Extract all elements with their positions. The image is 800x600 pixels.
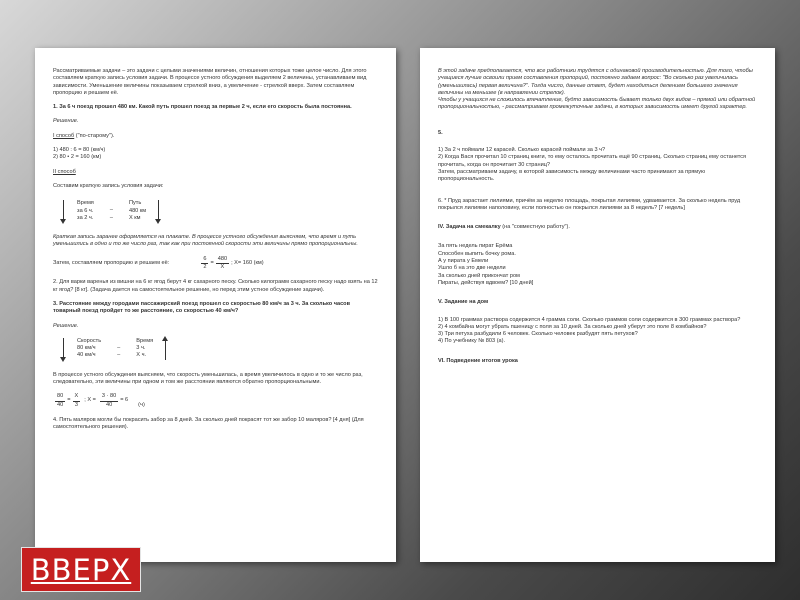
equals-sign: = (67, 397, 71, 404)
fraction-numerator: 3 · 80 (100, 393, 118, 401)
proportion-fraction-2 (216, 256, 229, 272)
section-5-label: 5. (438, 129, 443, 136)
brief-table-1 (59, 200, 378, 222)
table1-col3-header: Путь (128, 200, 142, 207)
solution-label: Решение. (53, 118, 79, 125)
table2-col2 (109, 338, 128, 360)
down-arrow-icon (59, 200, 69, 222)
table1-col3 (121, 200, 154, 222)
inverse-unit: (ч) (138, 401, 145, 408)
homework-list: 1) В 100 граммах раствора содержится 4 грамма соли. Сколько граммов соли содержится в 300 граммах раствора? 2) 4 комбайна могут убрать пшеницу с поля за 10 дней. За сколько дней уберут это поле 8 комбайнов? 3) Три петуха разбудили 6 человек. Сколько человек разбудят пять петухов? 4) По учебнику № 803 (а). (438, 316, 741, 345)
down-arrow-icon (59, 338, 69, 360)
inverse-fraction-1 (55, 393, 65, 409)
proportion-result: ; Х= 160 (км) (231, 259, 264, 266)
table2-col1-values: 80 км/ч 40 км/ч (77, 345, 96, 359)
fraction-denominator: 2 (203, 264, 207, 271)
up-button[interactable]: ВВЕРХ (21, 547, 141, 592)
inverse-result: = 6 (120, 397, 129, 404)
fraction-denominator: 3 (74, 401, 78, 408)
section-4-title: IV. Задача на смекалку (438, 224, 501, 231)
brief-note-label: Составим краткую запись условия задачи: (53, 182, 164, 189)
right-intro: В этой задаче предполагается, что все работники трудятся с одинаковой производительностью. Для того, чтобы учащиеся лучше освоили прием составления пропорций, постоянно задаем вопрос: "Во сколько раз увеличилась (уменьшилась) первая величина?". Тогда число, данные ответ, будет находиться делением большего значения величины на меньшее (в направлении стрелок). Чтобы у учащихся не сложилось впечатление, будто зависимость бывает только двух видов – прямой или обратной пропорциональностью, - рассматриваем промежуточные задачи, в которых зависимость имеет другой характер. (438, 68, 756, 111)
proportion-prefix: Затем, составляем пропорцию и решаем её: (53, 259, 170, 266)
table2-col3 (128, 338, 161, 360)
table2-col1-header: Скорость (77, 337, 102, 344)
pirate-poem: За пять недель пират Ерёма Способен выпить бочку рома. А у пирата у Емели Ушло б на это две недели За сколько дней прикончат ром Пираты, действуя вдвоем? [10 дней] (438, 243, 534, 286)
task-3: 3. Расстояние между городами пассажирский поезд прошел со скоростью 80 км/ч за 3 ч. За сколько часов товарный поезд пройдет то же расстояние, со скоростью 40 км/ч? (53, 300, 351, 315)
section-6: 6. * Пруд зарастает лилиями, причём за неделю площадь, покрытая лилиями, удваивается. За сколько недель пруд покрылся лилиями наполовину, если полностью он покрылся лилиями за 8 недель? [7 недель] (438, 197, 741, 211)
fraction-numerator: Х (73, 393, 81, 401)
task-2 (53, 279, 378, 294)
inverse-fraction-2 (73, 393, 81, 409)
table1-col3-values: 480 км Х км (128, 207, 147, 221)
fraction-numerator: 480 (216, 256, 229, 264)
section-5-text: 1) За 2 ч поймали 12 карасей. Сколько карасей поймали за 3 ч? 2) Когда Вася прочитал 10 страниц книги, то ему осталось прочитать ещё 90 страниц. Сколько страниц ему останется прочитать, когда он прочитает 30 страниц? Затем, рассматриваем задачу, в которой зависимость между величинами часто принимают за прямую пропорциональность. (438, 147, 747, 183)
inverse-fraction-calc (100, 393, 118, 409)
fraction-numerator: 80 (55, 393, 65, 401)
right-document-page (420, 48, 775, 562)
table1-col1-header: Время (77, 200, 94, 207)
down-arrow-icon (154, 200, 164, 222)
table1-col2 (102, 200, 121, 222)
proportion-fraction-1 (201, 256, 208, 272)
inverse-explanation: В процессе устного обсуждения выясняем, что скорость уменьшилась, а время увеличилось в одно и то же число раз, следовательно, эти величины при одном и том же расстоянии являются обратно пропорциональными. (53, 371, 363, 386)
task-1: 1. За 6 ч поезд прошел 480 км. Какой путь прошел поезд за первые 2 ч, если его скорость была постоянна. (53, 104, 352, 111)
solution-label-2: Решение. (53, 322, 79, 329)
proportion-line (53, 256, 378, 272)
equals-sign: = (210, 259, 214, 266)
task-4-text: 4. Пять маляров могли бы покрасить забор за 8 дней. За сколько дней покрасят тот же забор 10 маляров? [4 дня] (Для самостоятельного решения). (53, 416, 364, 431)
task-2-text: 2. Для варки варенья из вишни на 6 кг ягод берут 4 кг сахарного песку. Сколько килограмм сахарного песку надо взять на 12 кг ягод? [8 кг]. (Задача дается на самостоятельное решение, но перед этим устное обсуждение задачи). (53, 279, 378, 293)
section-5-title: V. Задание на дом (438, 299, 489, 306)
fraction-denominator: 40 (57, 401, 64, 408)
fraction-denominator: Х (220, 264, 225, 271)
fraction-denominator: 40 (105, 401, 113, 408)
brief-explanation: Краткая запись заранее оформляется на плакате. В процессе устного обсуждения выясняем, что время и путь уменьшились в одно и то же число раз, так как при постоянной скорости эти величины прямо пропорциональны. (53, 234, 358, 248)
table2-col3-values: 3 ч. Х ч. (136, 345, 147, 359)
method-2-label: II способ (53, 168, 76, 175)
table2-col1 (69, 338, 109, 360)
brief-table-2 (59, 338, 378, 360)
method-1-note: ("по-старому"). (74, 132, 115, 139)
up-arrow-icon (161, 338, 171, 360)
section-4-heading (438, 224, 757, 231)
intro-paragraph: Рассматриваемые задачи – это задачи с целыми значениями величин, отношения которых тоже целое число. Для этого составляем краткую запись условия задачи. В процессе устного обсуждения выделяем 2 величины, устанавливаем вид зависимости. Уменьшение величины показываем стрелкой вниз, а увеличение - стрелкой вверх. Затем составляем пропорцию и решаем её. (53, 68, 367, 96)
method-1-label: I способ (53, 132, 75, 139)
inverse-proportion-line (53, 393, 378, 409)
section-6-title: VI. Подведение итогов урока (438, 357, 518, 364)
task-4 (53, 417, 378, 432)
table2-col3-header: Время (136, 337, 154, 344)
table2-col2-values: – – (117, 344, 121, 359)
table1-col2-values: – – (109, 207, 113, 221)
method-1-steps: 1) 480 : 6 = 80 (км/ч) 2) 80 • 2 = 160 (км) (53, 147, 106, 161)
section-4-note: (на "совместную работу"). (500, 224, 570, 231)
table1-col1 (69, 200, 102, 222)
table1-col1-values: за 6 ч. за 2 ч. (77, 207, 94, 221)
left-document-page (35, 48, 396, 562)
fraction-numerator: 6 (201, 256, 208, 264)
inverse-lead: ; Х = (84, 397, 96, 404)
method-1-heading (53, 133, 378, 140)
